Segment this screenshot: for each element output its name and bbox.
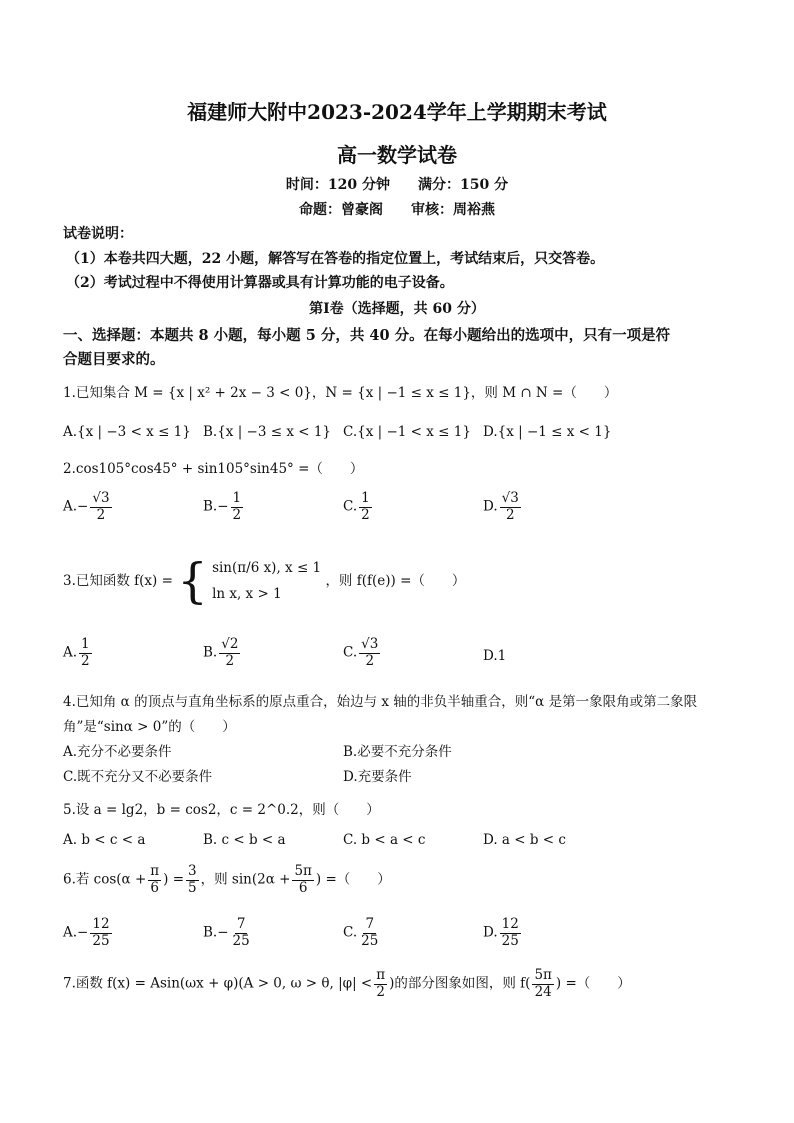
fraction <box>532 968 553 1000</box>
option-label: A. <box>63 498 78 515</box>
fraction <box>231 917 252 949</box>
numerator: 1 <box>81 636 90 652</box>
denominator: 5 <box>188 879 197 896</box>
option-label: B. <box>203 644 218 661</box>
minus-sign: − <box>77 924 89 941</box>
q2-option-c <box>343 491 374 523</box>
q6-stem-mid: ) = <box>163 871 185 888</box>
exam-author: 命题：曾豪阁 <box>299 202 383 218</box>
numerator: π <box>150 863 160 879</box>
denominator: 6 <box>150 879 160 896</box>
q4-stem-line-1: 4.已知角 α 的顶点与直角坐标系的原点重合，始边与 x 轴的非负半轴重合，则“α 是第一象限角或第二象限 <box>63 694 698 710</box>
q4-stem-line-2: 角”是“sinα > 0”的（ ） <box>63 719 236 735</box>
q4-option-a: A.充分不必要条件 <box>63 744 172 760</box>
piecewise-cases <box>212 555 321 607</box>
q3-option-b <box>203 637 242 669</box>
denominator: 25 <box>232 932 250 949</box>
exam-subtitle: 高一数学试卷 <box>337 143 457 167</box>
q7-stem-prefix: 7.函数 f(x) = Asin(ωx + φ)(A > 0, ω > θ, |φ| < <box>63 975 373 992</box>
q1-option-d: D.{x | −1 ≤ x < 1} <box>483 424 612 440</box>
numerator: π <box>376 967 386 983</box>
note-1: （1）本卷共四大题，22 小题，解答写在答卷的指定位置上，考试结束后，只交答卷。 <box>66 251 605 267</box>
piecewise-brace: { <box>177 553 208 609</box>
option-label: C. <box>343 644 358 661</box>
numerator: √2 <box>221 636 239 652</box>
fraction <box>186 864 199 896</box>
numerator: √3 <box>361 636 379 652</box>
piecewise-case-2: ln x, x > 1 <box>212 586 282 602</box>
denominator: 2 <box>96 506 106 523</box>
numerator: 5π <box>534 967 552 983</box>
fraction <box>90 491 111 523</box>
q6-option-c <box>343 917 382 949</box>
numerator: 1 <box>232 490 242 506</box>
fraction <box>292 864 313 896</box>
fraction <box>500 917 521 949</box>
q5-option-b: B. c < b < a <box>203 832 286 848</box>
q6-stem <box>63 864 391 896</box>
q2-option-b <box>203 491 245 523</box>
q3-stem <box>63 555 465 607</box>
exam-time-score <box>0 174 794 194</box>
q6-option-b <box>203 917 254 949</box>
q7-stem <box>63 968 631 1000</box>
denominator: 2 <box>376 983 385 1000</box>
option-label: A. <box>63 644 78 661</box>
q1-stem: 1.已知集合 M = {x | x² + 2x − 3 < 0}，N = {x | −1 ≤ x ≤ 1}，则 M ∩ N =（ ） <box>63 385 618 401</box>
denominator: 2 <box>81 652 90 669</box>
q3-stem-suffix: ，则 f(f(e)) =（ ） <box>325 573 466 589</box>
notes-heading: 试卷说明： <box>63 226 133 242</box>
option-label: B. <box>203 498 218 515</box>
q1-option-b: B.{x | −3 ≤ x < 1} <box>203 424 332 440</box>
q6-stem-mid2: ，则 sin(2α + <box>200 871 291 888</box>
q2-stem: 2.cos105°cos45° + sin105°sin45° =（ ） <box>63 461 364 477</box>
q6-stem-prefix: 6.若 cos(α + <box>63 871 147 888</box>
option-label: D. <box>483 924 498 941</box>
piecewise-case-1: sin(π/6 x), x ≤ 1 <box>212 560 322 576</box>
denominator: 6 <box>298 879 308 896</box>
q5-stem: 5.设 a = lg2，b = cos2，c = 2^0.2，则（ ） <box>63 802 380 818</box>
q4-option-d: D.充要条件 <box>343 769 412 785</box>
q1-option-c: C.{x | −1 < x ≤ 1} <box>343 424 471 440</box>
numerator: 3 <box>188 863 197 879</box>
denominator: 2 <box>505 506 515 523</box>
q2-option-d <box>483 491 523 523</box>
exam-reviewer: 审核：周裕燕 <box>411 202 495 218</box>
option-label: C. <box>343 498 358 515</box>
denominator: 25 <box>361 932 379 949</box>
exam-authors <box>0 199 794 219</box>
numerator: 12 <box>501 916 519 932</box>
numerator: 1 <box>361 490 370 506</box>
fraction <box>148 864 161 896</box>
exam-title: 福建师大附中2023-2024学年上学期期末考试 <box>187 100 607 124</box>
q5-option-c: C. b < a < c <box>343 832 426 848</box>
fraction <box>231 491 244 523</box>
q2-option-a <box>63 491 114 523</box>
fraction <box>359 917 380 949</box>
option-label: D. <box>483 498 498 515</box>
fraction <box>219 637 240 669</box>
numerator: 12 <box>92 916 110 932</box>
part-heading: 第Ⅰ卷（选择题，共 60 分） <box>309 301 485 317</box>
minus-sign: − <box>77 498 89 515</box>
denominator: 2 <box>225 652 235 669</box>
q5-option-a: A. b < c < a <box>63 832 146 848</box>
q6-option-d <box>483 917 523 949</box>
q3-option-d: D.1 <box>483 648 507 664</box>
exam-score: 满分：150 分 <box>418 177 509 193</box>
fraction <box>359 491 372 523</box>
q1-option-a: A.{x | −3 < x ≤ 1} <box>63 424 191 440</box>
q3-option-a <box>63 637 94 669</box>
q7-stem-mid: )的部分图象如图，则 f( <box>389 975 531 992</box>
fraction <box>359 637 380 669</box>
q6-option-a <box>63 917 114 949</box>
denominator: 25 <box>501 932 519 949</box>
option-label: C. <box>343 924 358 941</box>
option-label: B. <box>203 924 218 941</box>
fraction <box>90 917 111 949</box>
denominator: 2 <box>361 506 370 523</box>
exam-time: 时间：120 分钟 <box>285 177 390 193</box>
numerator: √3 <box>92 490 110 506</box>
option-label: A. <box>63 924 78 941</box>
denominator: 2 <box>232 506 242 523</box>
q4-option-c: C.既不充分又不必要条件 <box>63 769 213 785</box>
q5-option-d: D. a < b < c <box>483 832 566 848</box>
q3-stem-prefix: 3.已知函数 f(x) = <box>63 573 173 589</box>
denominator: 2 <box>365 652 375 669</box>
minus-sign: − <box>217 498 229 515</box>
numerator: √3 <box>501 490 519 506</box>
fraction <box>374 968 387 1000</box>
numerator: 7 <box>365 916 375 932</box>
minus-sign: − <box>217 924 229 941</box>
fraction <box>79 637 92 669</box>
q3-option-c <box>343 637 382 669</box>
section-intro-1: 一、选择题：本题共 8 小题，每小题 5 分，共 40 分。在每小题给出的选项中，只有一项是符 <box>63 327 671 344</box>
section-intro-2: 合题目要求的。 <box>63 351 165 368</box>
denominator: 24 <box>534 983 552 1000</box>
numerator: 7 <box>236 916 246 932</box>
fraction <box>500 491 521 523</box>
q7-stem-suffix: ) =（ ） <box>555 975 631 992</box>
denominator: 25 <box>92 932 110 949</box>
q6-stem-suffix: ) =（ ） <box>315 871 391 888</box>
numerator: 5π <box>294 863 312 879</box>
q4-option-b: B.必要不充分条件 <box>343 744 452 760</box>
note-2: （2）考试过程中不得使用计算器或具有计算功能的电子设备。 <box>66 275 454 291</box>
